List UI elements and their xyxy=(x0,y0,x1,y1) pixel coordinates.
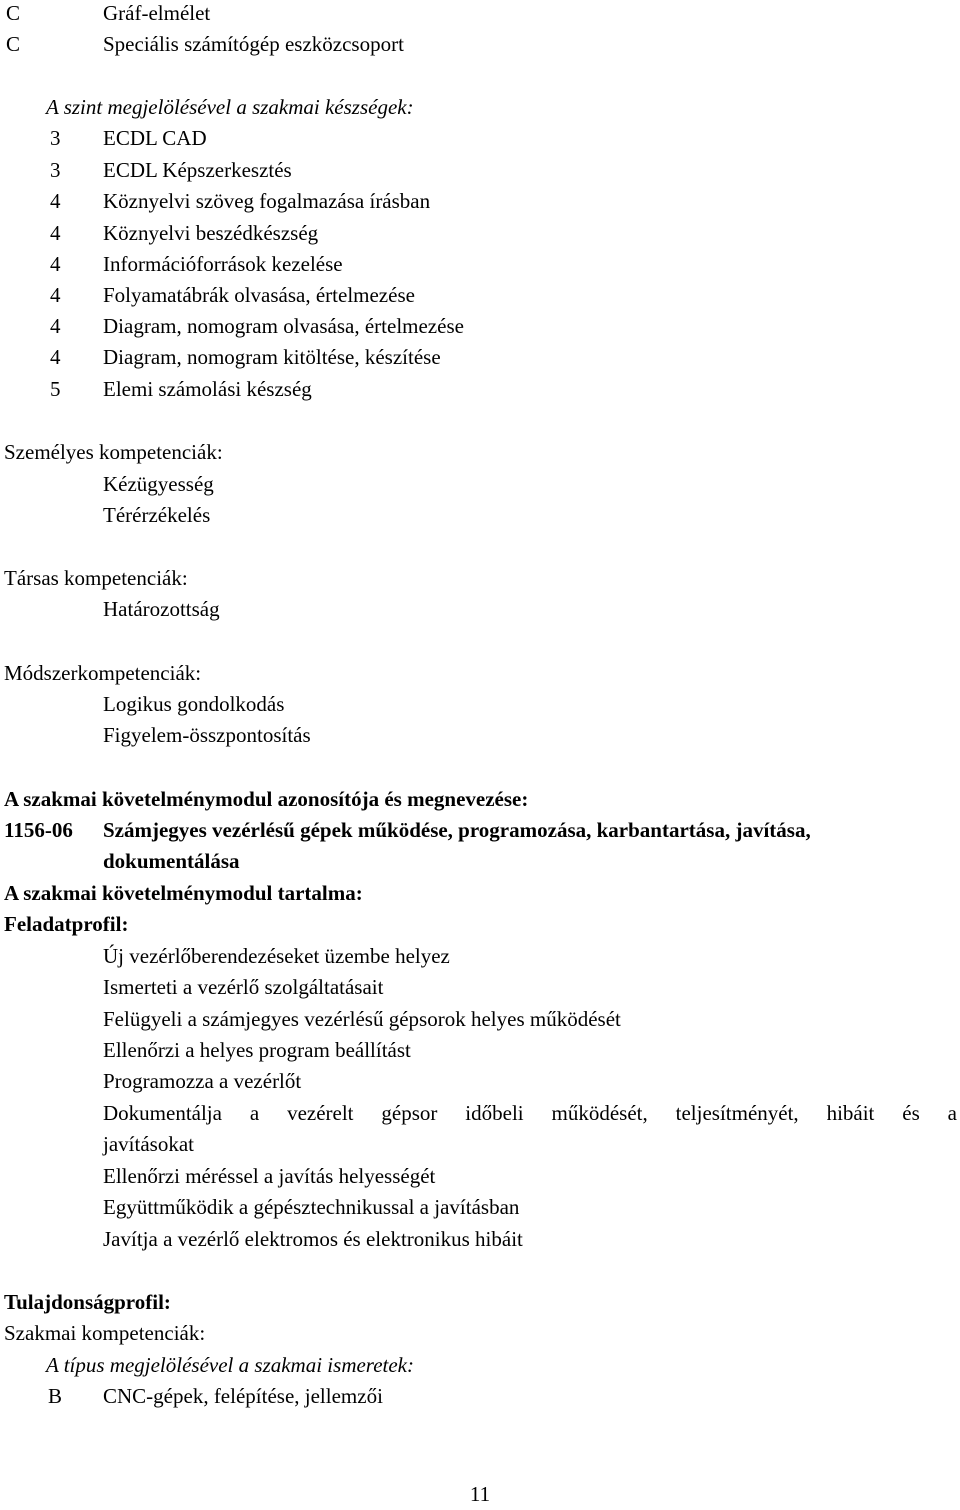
module-name-line1: Számjegyes vezérlésű gépek működése, programozása, karbantartása, javítása, xyxy=(103,818,811,842)
task-item: Programozza a vezérlőt xyxy=(103,1069,302,1093)
skill-level: 4 xyxy=(50,221,61,245)
skill-level: 4 xyxy=(50,345,61,369)
personal-item: Térérzékelés xyxy=(103,503,211,527)
personal-item: Kézügyesség xyxy=(103,472,214,496)
skill-level: 4 xyxy=(50,252,61,276)
method-item: Figyelem-összpontosítás xyxy=(103,723,311,747)
type-code: C xyxy=(6,32,21,56)
task-item: Ellenőrzi a helyes program beállítást xyxy=(103,1038,411,1062)
social-heading: Társas kompetenciák: xyxy=(4,566,188,590)
skill-level: 4 xyxy=(50,314,61,338)
skill-level: 4 xyxy=(50,283,61,307)
module-content-heading: A szakmai követelménymodul tartalma: xyxy=(4,881,363,905)
task-item: Ellenőrzi méréssel a javítás helyességét xyxy=(103,1164,436,1188)
task-item: Együttműködik a gépésztechnikussal a javításban xyxy=(103,1195,520,1219)
knowledge-type: B xyxy=(48,1384,63,1408)
task-item: Új vezérlőberendezéseket üzembe helyez xyxy=(103,944,450,968)
type-code: C xyxy=(6,1,21,25)
knowledge-text: CNC-gépek, felépítése, jellemzői xyxy=(103,1384,383,1408)
module-name-line2: dokumentálása xyxy=(103,849,240,873)
task-item: Ismerteti a vezérlő szolgáltatásait xyxy=(103,975,384,999)
module-id-heading: A szakmai követelménymodul azonosítója és megnevezése: xyxy=(4,787,529,811)
skill-level: 3 xyxy=(50,158,61,182)
skills-heading: A szint megjelölésével a szakmai készségek: xyxy=(46,95,414,119)
method-heading: Módszerkompetenciák: xyxy=(4,661,202,685)
skill-text: Diagram, nomogram kitöltése, készítése xyxy=(103,345,441,369)
skill-level: 3 xyxy=(50,126,61,150)
method-item: Logikus gondolkodás xyxy=(103,692,285,716)
task-item: Felügyeli a számjegyes vezérlésű gépsorok helyes működését xyxy=(103,1007,621,1031)
task-item: Dokumentálja a vezérelt gépsor időbeli működését, teljesítményét, hibáit és a xyxy=(103,1101,957,1125)
skill-level: 4 xyxy=(50,189,61,213)
skill-text: Folyamatábrák olvasása, értelmezése xyxy=(103,283,415,307)
personal-heading: Személyes kompetenciák: xyxy=(4,440,223,464)
skill-text: ECDL CAD xyxy=(103,126,207,150)
skill-text: Információforrások kezelése xyxy=(103,252,343,276)
skill-level: 5 xyxy=(50,377,61,401)
prof-comp-heading: Szakmai kompetenciák: xyxy=(4,1321,206,1345)
page-number: 11 xyxy=(469,1482,491,1506)
item-text: Speciális számítógép eszközcsoport xyxy=(103,32,404,56)
skill-text: Köznyelvi szöveg fogalmazása írásban xyxy=(103,189,431,213)
skill-text: Diagram, nomogram olvasása, értelmezése xyxy=(103,314,464,338)
skill-text: Elemi számolási készség xyxy=(103,377,312,401)
social-item: Határozottság xyxy=(103,597,220,621)
skill-text: Köznyelvi beszédkészség xyxy=(103,221,319,245)
task-profile-heading: Feladatprofil: xyxy=(4,912,129,936)
knowledge-heading: A típus megjelölésével a szakmai ismeretek: xyxy=(46,1353,414,1377)
task-item-continuation: javításokat xyxy=(103,1132,194,1156)
property-profile-heading: Tulajdonságprofil: xyxy=(4,1290,171,1314)
item-text: Gráf-elmélet xyxy=(103,1,211,25)
skill-text: ECDL Képszerkesztés xyxy=(103,158,292,182)
module-code: 1156-06 xyxy=(4,818,73,842)
task-item: Javítja a vezérlő elektromos és elektronikus hibáit xyxy=(103,1227,523,1251)
